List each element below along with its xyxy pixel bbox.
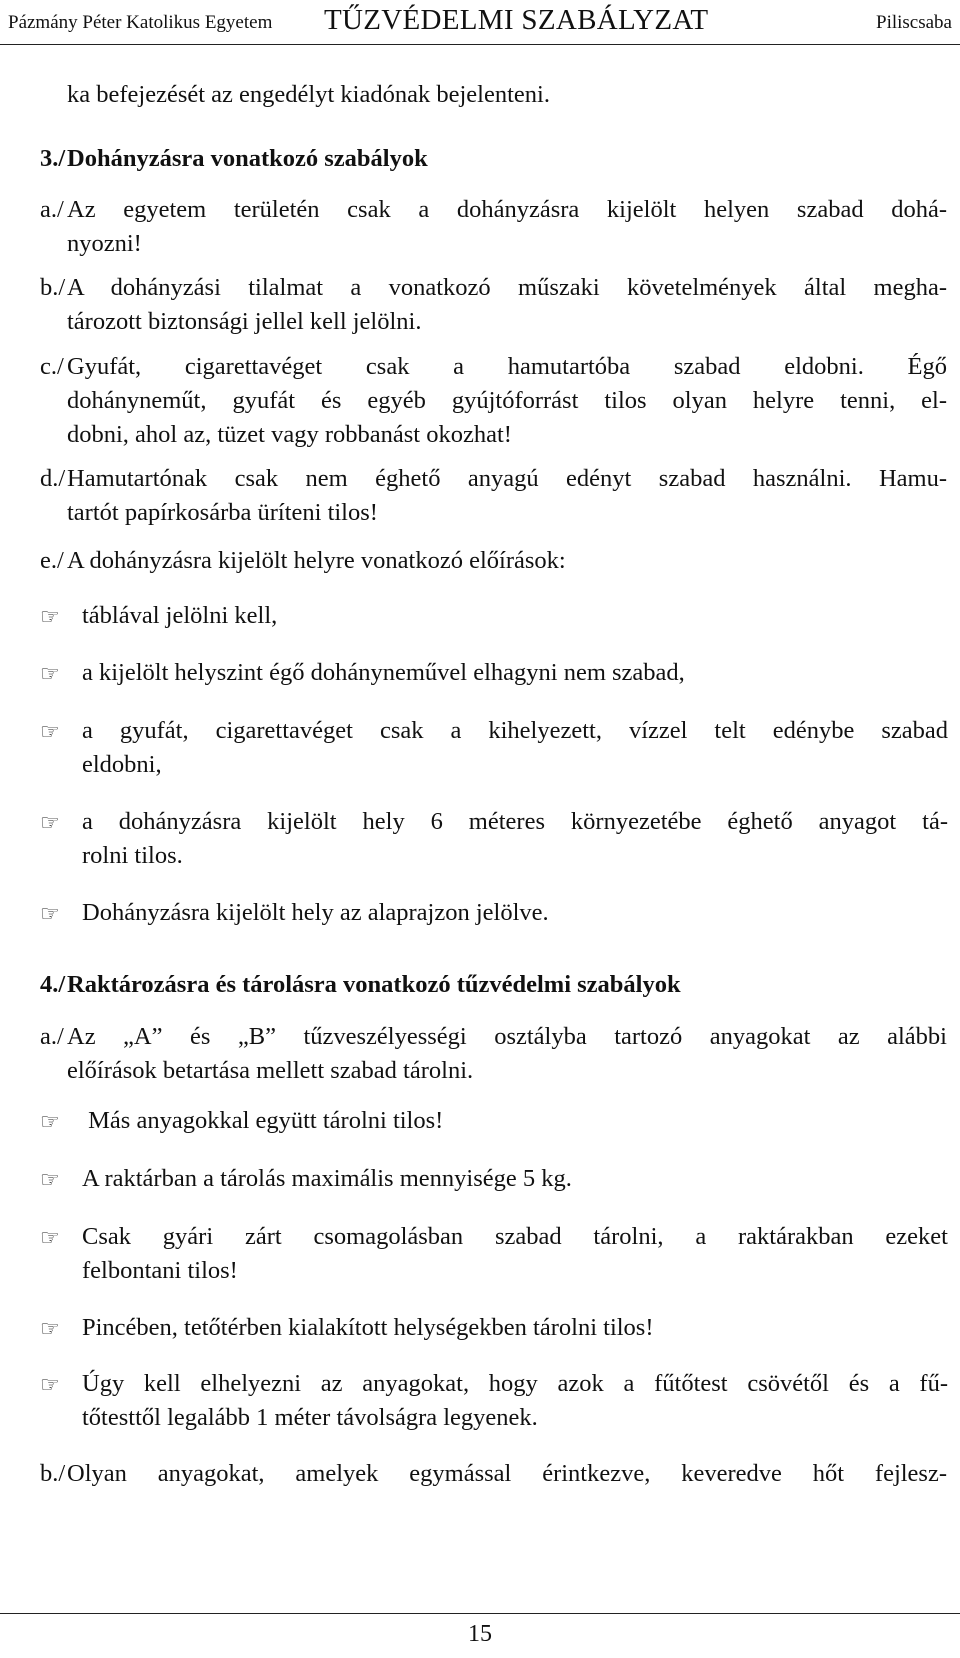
text-line: a kijelölt helyszint égő dohányneművel elhagyni nem szabad, — [82, 659, 685, 686]
paragraph — [67, 544, 947, 578]
footer-divider — [0, 1613, 960, 1614]
text-line: Hamutartónak csak nem éghető anyagú edényt szabad használni. Hamu- — [67, 465, 947, 492]
paragraph — [67, 462, 947, 530]
text-line: Olyan anyagokat, amelyek egymással érintkezve, keveredve hőt fejlesz- — [67, 1460, 947, 1487]
item-label: d./ — [40, 465, 66, 492]
text-line: A raktárban a tárolás maximális mennyisége 5 kg. — [82, 1165, 572, 1192]
text-line: dohányneműt, gyufát és egyéb gyújtóforrást tilos olyan helyre tenni, el- — [67, 387, 947, 414]
text-line: Más anyagokkal együtt tárolni tilos! — [82, 1107, 444, 1134]
text-line: A dohányzásra kijelölt helyre vonatkozó előírások: — [67, 547, 566, 574]
pointing-hand-icon: ☞ — [40, 605, 60, 630]
pointing-hand-icon: ☞ — [40, 720, 60, 745]
text-line: dobni, ahol az, tüzet vagy robbanást okozhat! — [67, 421, 512, 448]
paragraph — [67, 1020, 947, 1088]
text-line: Az egyetem területén csak a dohányzásra kijelölt helyen szabad dohá- — [67, 196, 947, 223]
pointing-hand-icon: ☞ — [40, 902, 60, 927]
text-line: Dohányzásra kijelölt hely az alaprajzon jelölve. — [82, 899, 549, 926]
text-line: Úgy kell elhelyezni az anyagokat, hogy azok a fűtőtest csövétől és a fű- — [82, 1370, 948, 1397]
paragraph — [67, 1457, 947, 1491]
pointing-hand-icon: ☞ — [40, 1373, 60, 1398]
section-number: 4./ — [40, 971, 66, 998]
header-location: Piliscsaba — [876, 12, 952, 33]
section-number: 3./ — [40, 145, 66, 172]
item-label: b./ — [40, 274, 66, 301]
item-label: a./ — [40, 1023, 64, 1050]
text-line: a gyufát, cigarettavéget csak a kihelyezett, vízzel telt edénybe szabad — [82, 717, 948, 744]
text-line: Pincében, tetőtérben kialakított helységekben tárolni tilos! — [82, 1314, 654, 1341]
text-line: Gyufát, cigarettavéget csak a hamutartóba szabad eldobni. Égő — [67, 353, 947, 380]
text-line: a dohányzásra kijelölt hely 6 méteres környezetébe éghető anyagot tá- — [82, 808, 948, 835]
text-line: előírások betartása mellett szabad tárolni. — [67, 1057, 474, 1084]
text-line: felbontani tilos! — [82, 1257, 238, 1284]
item-label: a./ — [40, 196, 64, 223]
section-title: Raktározásra és tárolásra vonatkozó tűzvédelmi szabályok — [67, 971, 681, 998]
paragraph — [67, 271, 947, 339]
pointing-hand-icon: ☞ — [40, 662, 60, 687]
text-line: Az „A” és „B” tűzveszélyességi osztályba tartozó anyagokat az alábbi — [67, 1023, 947, 1050]
pointing-hand-icon: ☞ — [40, 1110, 60, 1135]
item-label: c./ — [40, 353, 64, 380]
intro-line: ka befejezését az engedélyt kiadónak bejelenteni. — [67, 81, 550, 108]
text-line: eldobni, — [82, 751, 162, 778]
pointing-hand-icon: ☞ — [40, 1226, 60, 1251]
text-line: A dohányzási tilalmat a vonatkozó műszaki követelmények által megha- — [67, 274, 947, 301]
text-line: táblával jelölni kell, — [82, 602, 278, 629]
text-line: nyozni! — [67, 230, 142, 257]
text-line: Csak gyári zárt csomagolásban szabad tárolni, a raktárakban ezeket — [82, 1223, 948, 1250]
pointing-hand-icon: ☞ — [40, 811, 60, 836]
section-title: Dohányzásra vonatkozó szabályok — [67, 145, 428, 172]
item-label: b./ — [40, 1460, 66, 1487]
paragraph — [67, 350, 947, 452]
header-title: TŰZVÉDELMI SZABÁLYZAT — [324, 4, 709, 36]
page-number: 15 — [468, 1621, 492, 1647]
item-label: e./ — [40, 547, 64, 574]
paragraph — [67, 193, 947, 261]
pointing-hand-icon: ☞ — [40, 1317, 60, 1342]
text-line: rolni tilos. — [82, 842, 183, 869]
text-line: tartót papírkosárba üríteni tilos! — [67, 499, 378, 526]
pointing-hand-icon: ☞ — [40, 1168, 60, 1193]
text-line: tőtesttől legalább 1 méter távolságra legyenek. — [82, 1404, 538, 1431]
text-line: tározott biztonsági jellel kell jelölni. — [67, 308, 422, 335]
header-university: Pázmány Péter Katolikus Egyetem — [8, 12, 273, 33]
